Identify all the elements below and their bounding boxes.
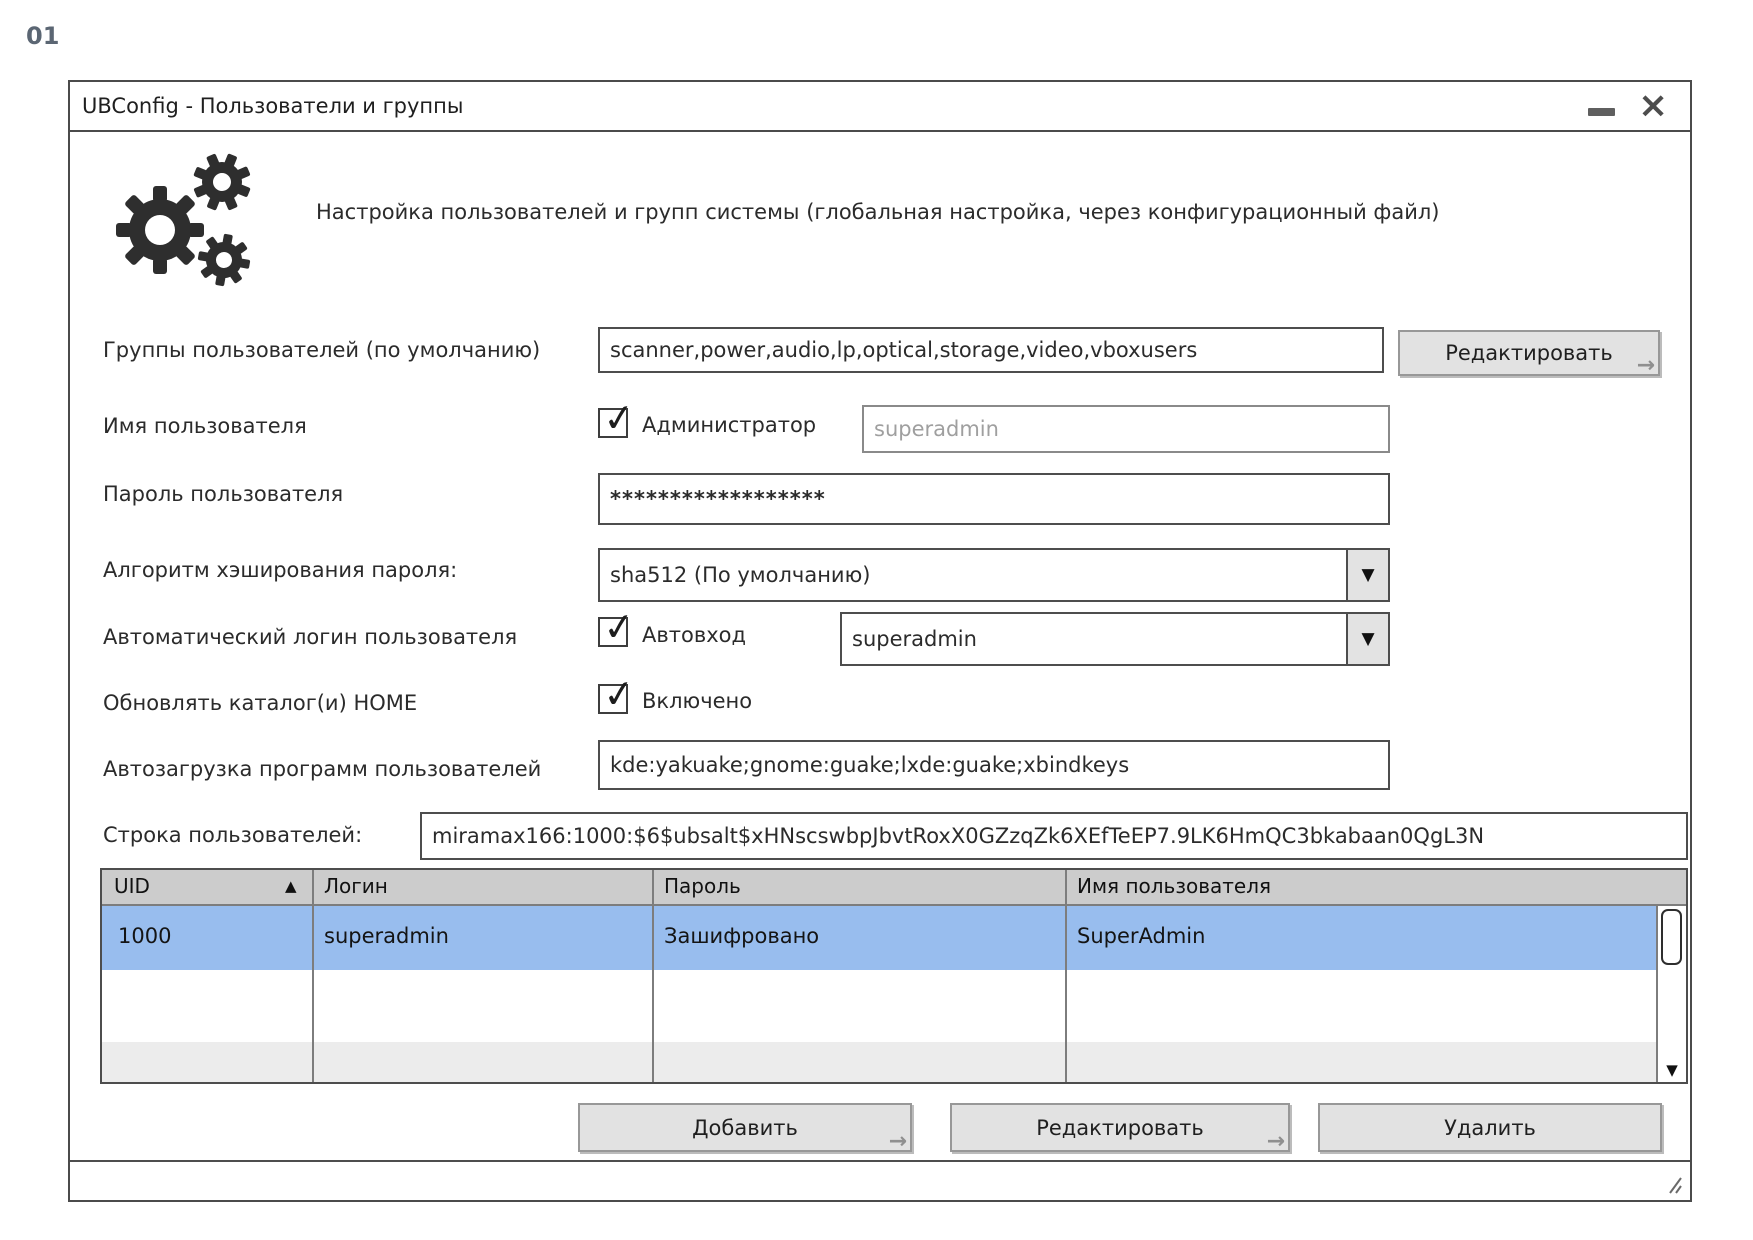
autostart-input[interactable]: kde:yakuake;gnome:guake;lxde:guake;xbindkeys bbox=[598, 740, 1390, 790]
update-home-checkbox[interactable] bbox=[598, 670, 638, 718]
table-row[interactable] bbox=[102, 906, 1656, 970]
edit-button-label: Редактировать bbox=[1036, 1115, 1204, 1140]
groups-input[interactable]: scanner,power,audio,lp,optical,storage,video,vboxusers bbox=[598, 327, 1384, 373]
check-icon: ✓ bbox=[600, 603, 638, 651]
status-bar bbox=[70, 1160, 1690, 1200]
check-icon: ✓ bbox=[600, 394, 638, 442]
column-divider bbox=[1065, 870, 1067, 1082]
groups-edit-button[interactable] bbox=[1398, 330, 1660, 376]
cell-password: Зашифровано bbox=[664, 924, 820, 948]
table-empty-row bbox=[102, 1042, 1656, 1082]
scrollbar-down-icon[interactable]: ▼ bbox=[1666, 1061, 1678, 1079]
username-label: Имя пользователя bbox=[103, 414, 307, 438]
add-button-label: Добавить bbox=[692, 1115, 798, 1140]
autologin-selected-value: superadmin bbox=[852, 627, 977, 651]
password-label: Пароль пользователя bbox=[103, 482, 344, 506]
close-icon[interactable]: × bbox=[1638, 85, 1669, 126]
header-name[interactable]: Имя пользователя bbox=[1077, 874, 1272, 898]
check-icon: ✓ bbox=[600, 670, 638, 718]
username-input[interactable]: superadmin bbox=[862, 405, 1390, 453]
user-string-label: Строка пользователей: bbox=[103, 823, 363, 847]
delete-button[interactable] bbox=[1318, 1103, 1662, 1152]
groups-label: Группы пользователей (по умолчанию) bbox=[103, 338, 541, 362]
hash-algo-select[interactable] bbox=[598, 548, 1390, 602]
update-home-checkbox-label: Включено bbox=[642, 689, 753, 713]
link-arrow-icon: → bbox=[1636, 353, 1655, 378]
window-description: Настройка пользователей и групп системы (глобальная настройка, через конфигурационный файл) bbox=[316, 200, 1440, 224]
hash-algo-selected-value: sha512 (По умолчанию) bbox=[610, 563, 871, 587]
users-table bbox=[100, 868, 1688, 1084]
cell-login: superadmin bbox=[324, 924, 449, 948]
minimize-icon[interactable] bbox=[1588, 108, 1615, 116]
admin-checkbox[interactable] bbox=[598, 394, 638, 442]
chevron-down-icon[interactable]: ▼ bbox=[1346, 614, 1388, 664]
header-login[interactable]: Логин bbox=[324, 874, 388, 898]
titlebar[interactable] bbox=[70, 82, 1690, 132]
header-password[interactable]: Пароль bbox=[664, 874, 741, 898]
chevron-down-icon[interactable]: ▼ bbox=[1346, 550, 1388, 600]
user-string-input[interactable]: miramax166:1000:$6$ubsalt$xHNscswbpJbvtRoxX0GZzqZk6XEfTeEP7.9LK6HmQC3bkabaan0QgL3N bbox=[420, 812, 1688, 860]
header-uid[interactable]: UID bbox=[114, 874, 150, 898]
cell-uid: 1000 bbox=[118, 924, 172, 948]
autologin-checkbox-label: Автовход bbox=[642, 623, 746, 647]
groups-edit-button-label: Редактировать bbox=[1445, 341, 1613, 365]
admin-checkbox-label: Администратор bbox=[642, 413, 817, 437]
resize-grip[interactable] bbox=[1662, 1174, 1682, 1194]
update-home-label: Обновлять каталог(и) HOME bbox=[103, 691, 418, 715]
autologin-user-select[interactable] bbox=[840, 612, 1390, 666]
autostart-label: Автозагрузка программ пользователей bbox=[103, 757, 542, 781]
sort-asc-icon: ▲ bbox=[285, 877, 297, 895]
edit-button[interactable] bbox=[950, 1103, 1290, 1152]
autologin-label: Автоматический логин пользователя bbox=[103, 625, 518, 649]
gears-icon bbox=[100, 146, 272, 294]
add-button[interactable] bbox=[578, 1103, 912, 1152]
autologin-checkbox[interactable] bbox=[598, 603, 638, 651]
hash-algo-label: Алгоритм хэширования пароля: bbox=[103, 558, 458, 582]
table-header bbox=[102, 870, 1686, 906]
scrollbar-thumb[interactable] bbox=[1661, 909, 1682, 965]
ubconfig-window bbox=[68, 80, 1692, 1202]
password-input[interactable]: ****************** bbox=[598, 473, 1390, 525]
link-arrow-icon: → bbox=[888, 1129, 907, 1154]
cell-name: SuperAdmin bbox=[1077, 924, 1206, 948]
column-divider bbox=[652, 870, 654, 1082]
window-title: UBConfig - Пользователи и группы bbox=[82, 94, 464, 118]
figure-label: 01 bbox=[26, 22, 60, 50]
delete-button-label: Удалить bbox=[1444, 1115, 1536, 1140]
link-arrow-icon: → bbox=[1266, 1129, 1285, 1154]
table-empty-row bbox=[102, 970, 1656, 1042]
table-scrollbar[interactable] bbox=[1656, 906, 1686, 1082]
column-divider bbox=[312, 870, 314, 1082]
